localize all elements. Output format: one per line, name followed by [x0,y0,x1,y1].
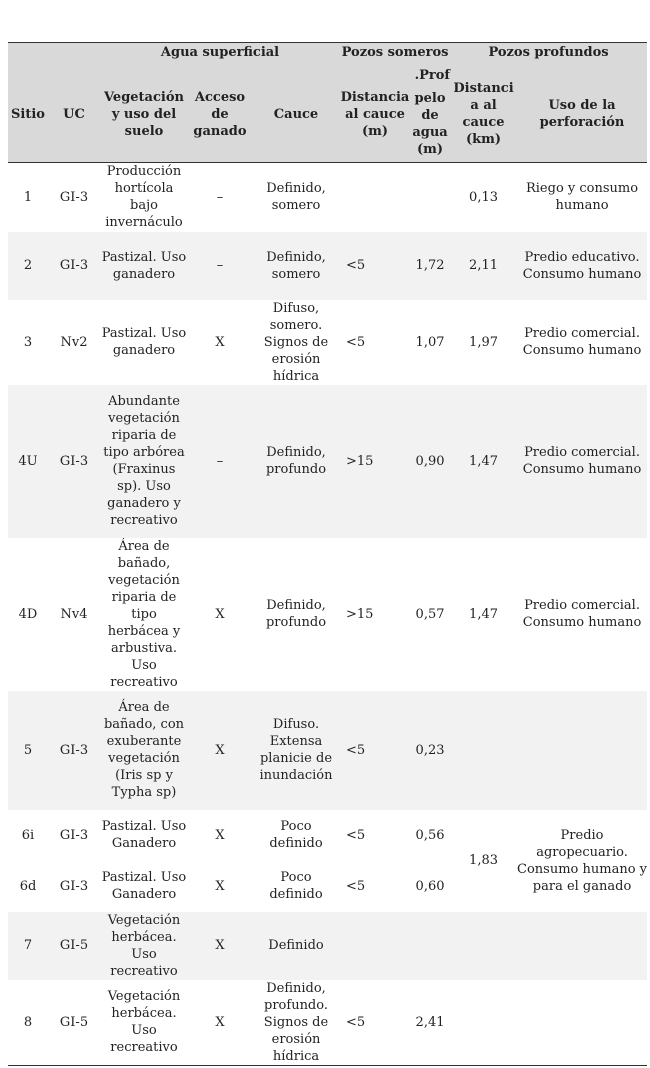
cell-distancia-km: 0,13 [469,189,498,205]
cell-cauce: Poco definido [269,819,323,851]
cell-acceso: X [215,827,225,843]
cell-distancia-m: <5 [340,691,410,810]
cell-distancia-m [340,163,410,232]
table-row [8,810,647,861]
header-blank [8,43,48,67]
cell-cauce: Poco definido [269,870,323,902]
cell-uso-merged: Predio agropecuario. Consumo humano y para el ganado [517,827,648,894]
cell-sitio: 4D [18,606,38,622]
cell-prof: 0,57 [415,606,445,622]
cell-sitio: 5 [8,691,48,810]
cell-acceso: – [188,232,252,300]
table-body [8,163,647,1066]
cell-cauce: Difuso. Extensa planicie de inundación [252,691,340,810]
cell-prof [410,912,450,980]
cell-prof [410,163,450,232]
cell-distancia-km: 1,47 [450,385,517,538]
cell-cauce: Definido, profundo. Signos de erosión hídrica [263,980,329,1064]
cell-prof: 0,23 [410,691,450,810]
cell-sitio: 2 [8,232,48,300]
group-agua-superficial: Agua superficial [100,43,340,67]
cell-uso: Predio comercial. Consumo humano [522,326,642,358]
cell-acceso: X [215,606,225,622]
cell-uc: Nv2 [60,334,88,350]
cell-distancia-m: <5 [340,232,410,300]
col-sitio: Sitio [8,67,48,163]
col-cauce: Cauce [252,67,340,163]
cell-acceso: X [215,334,225,350]
cell-acceso: X [215,878,225,894]
cell-acceso: – [188,385,252,538]
cell-vegetacion: Área de bañado, con exuberante vegetación (Iris sp y Typha sp) [100,691,188,810]
cell-prof: 0,90 [410,385,450,538]
cell-sitio: 3 [23,334,33,350]
col-vegetacion: Vegetación y uso del suelo [100,67,188,163]
cell-distancia-m: <5 [346,334,366,350]
cell-vegetacion: Pastizal. Uso Ganadero [101,819,187,851]
group-pozos-someros: Pozos someros [340,43,450,67]
cell-distancia-km [450,691,517,810]
cell-distancia-km [450,980,517,1066]
table-row [8,232,647,300]
table-header [8,43,647,163]
cell-prof: 1,07 [415,334,445,350]
cell-distancia-m: <5 [346,878,366,894]
cell-uso [517,691,647,810]
col-distancia-km: Distancia al cauce (km) [450,67,517,163]
cell-cauce: Definido [252,912,340,980]
col-uc: UC [48,67,100,163]
cell-cauce: Definido, somero [252,232,340,300]
cell-uc: GI-3 [59,189,89,205]
cell-prof: 2,41 [415,1014,445,1030]
cell-prof: 1,72 [410,232,450,300]
cell-vegetacion: Vegetación herbácea. Uso recreativo [107,989,181,1055]
cell-uc: GI-3 [59,878,89,894]
cell-uso [517,912,647,980]
cell-cauce: Definido, profundo [252,385,340,538]
cell-sitio: 1 [23,189,33,205]
table-row [8,691,647,810]
cell-prof: 0,56 [415,827,445,843]
cell-uc: GI-3 [59,827,89,843]
cell-vegetacion: Área de bañado, vegetación riparia de tipo herbácea y arbustiva. Uso recreativo [107,538,181,690]
cell-distancia-m: >15 [346,606,374,622]
cell-distancia-km: 2,11 [450,232,517,300]
col-prof-label: Prof. [410,67,450,86]
table-row [8,163,647,232]
col-distancia-m: Distancia al cauce (m) [340,67,410,163]
cell-distancia-km-merged: 1,83 [469,853,498,868]
table-row [8,980,647,1066]
cell-uc: Nv4 [60,606,88,622]
table-row [8,385,647,538]
cell-uso: Predio comercial. Consumo humano [517,385,647,538]
cell-uc: GI-3 [48,691,100,810]
table-row [8,538,647,691]
cell-distancia-m [340,912,410,980]
cell-distancia-km [450,912,517,980]
cell-vegetacion: Abundante vegetación riparia de tipo arbórea (Fraxinus sp). Uso ganadero y recreativo [100,385,188,538]
cell-distancia-m: <5 [346,827,366,843]
cell-acceso: X [188,691,252,810]
cell-prof: 0,60 [415,878,445,894]
cell-vegetacion: Pastizal. Uso Ganadero [101,870,187,902]
cell-vegetacion: Pastizal. Uso ganadero [101,326,187,358]
data-table [8,42,647,1066]
group-pozos-profundos: Pozos profundos [450,43,647,67]
cell-acceso: – [216,189,224,205]
cell-sitio: 7 [8,912,48,980]
col-pelo-agua: pelo de agua (m) [410,86,450,163]
cell-uc: GI-5 [48,912,100,980]
cell-uc: GI-5 [59,1014,89,1030]
cell-distancia-km: 1,97 [469,334,498,350]
cell-uc: GI-3 [48,385,100,538]
cell-uso [517,980,647,1066]
cell-uso: Predio educativo. Consumo humano [517,232,647,300]
cell-sitio: 4U [8,385,48,538]
cell-cauce: Difuso, somero. Signos de erosión hídrica [263,300,329,384]
cell-vegetacion: Vegetación herbácea. Uso recreativo [100,912,188,980]
cell-acceso: X [215,1014,225,1030]
cell-distancia-km: 1,47 [469,606,498,622]
cell-cauce: Definido, somero [266,181,326,214]
cell-cauce: Definido, profundo [265,598,327,630]
cell-acceso: X [188,912,252,980]
cell-vegetacion: Producción hortícola bajo invernáculo [105,164,183,231]
cell-uso: Riego y consumo humano [525,181,639,214]
cell-sitio: 6i [21,827,35,843]
col-acceso-ganado: Acceso de ganado [188,67,252,163]
col-uso-perforacion: Uso de la perforación [517,67,647,163]
cell-distancia-m: <5 [346,1014,366,1030]
header-blank [48,43,100,67]
cell-distancia-m: >15 [340,385,410,538]
cell-uc: GI-3 [48,232,100,300]
cell-sitio: 6d [19,878,37,894]
cell-vegetacion: Pastizal. Uso ganadero [100,232,188,300]
cell-uso: Predio comercial. Consumo humano [522,598,642,630]
table-row [8,912,647,980]
table-row [8,300,647,385]
cell-sitio: 8 [23,1014,33,1030]
